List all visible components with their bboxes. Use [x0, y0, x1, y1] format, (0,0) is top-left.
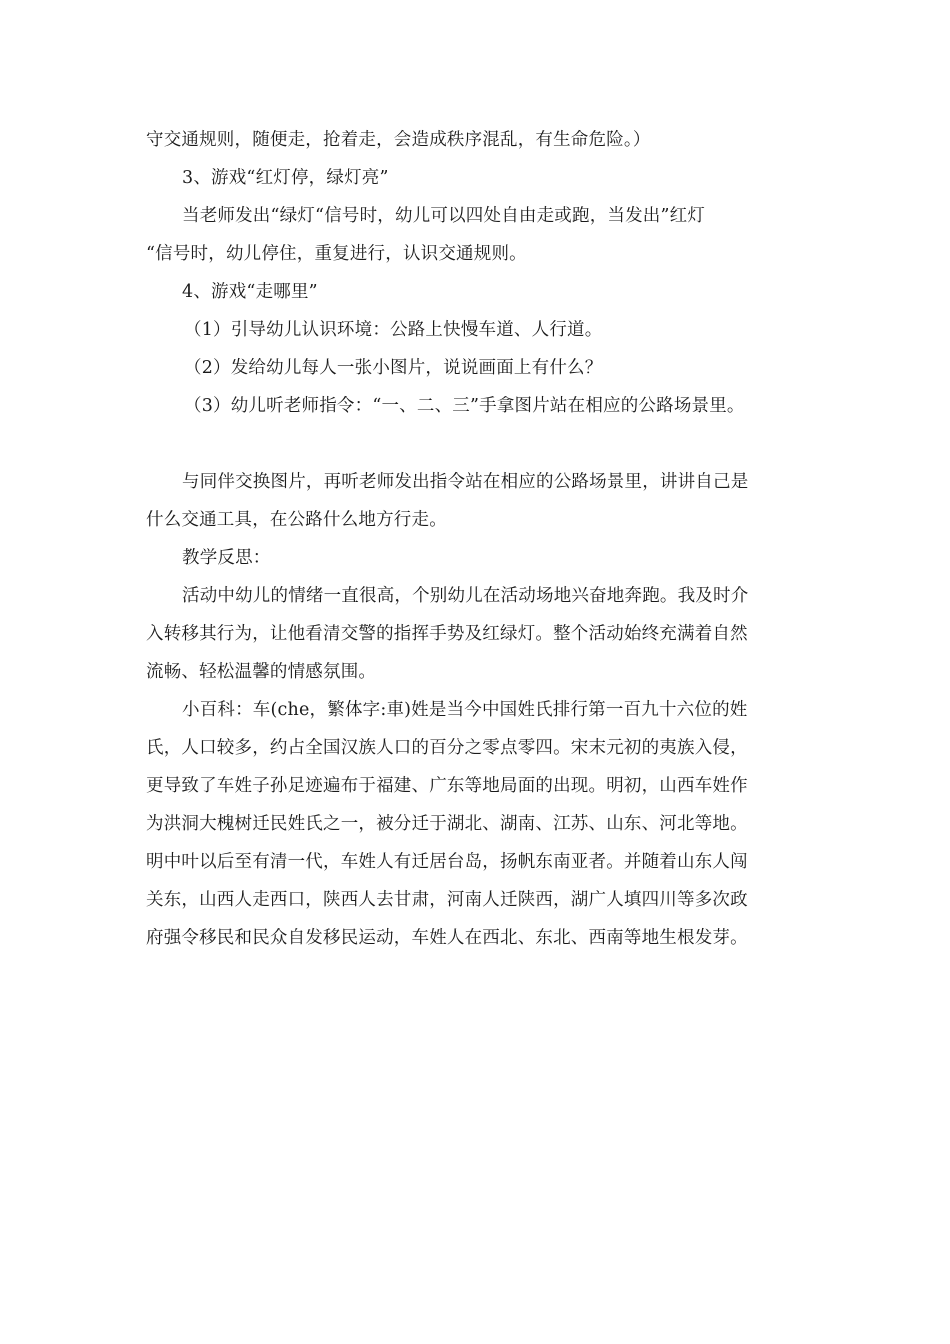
text-line: 什么交通工具，在公路什么地方行走。	[146, 510, 447, 530]
paragraph-gap	[146, 425, 806, 463]
text-line: 府强令移民和民众自发移民运动，车姓人在西北、东北、西南等地生根发芽。	[146, 928, 748, 948]
text-line: 当老师发出“绿灯“信号时，幼儿可以四处自由走或跑，当发出”红灯	[182, 206, 706, 226]
step-item-3: （3）幼儿听老师指令：“一、二、三”手拿图片站在相应的公路场景里。	[184, 396, 745, 416]
text-line: 活动中幼儿的情绪一直很高，个别幼儿在活动场地兴奋地奔跑。我及时介	[182, 586, 749, 606]
document-body	[146, 121, 806, 957]
step-item-1: （1）引导幼儿认识环境：公路上快慢车道、人行道。	[184, 320, 603, 340]
game-heading-where-to-walk: 4、游戏“走哪里”	[182, 282, 318, 302]
game-heading-red-green-light: 3、游戏“红灯停，绿灯亮”	[182, 168, 389, 188]
text-line: 与同伴交换图片，再听老师发出指令站在相应的公路场景里，讲讲自己是	[182, 472, 749, 492]
encyclopedia-paragraph-start: 小百科：车(che，繁体字:車)姓是当今中国姓氏排行第一百九十六位的姓	[182, 700, 748, 720]
text-line: 入转移其行为，让他看清交警的指挥手势及红绿灯。整个活动始终充满着自然	[146, 624, 748, 644]
text-line: 守交通规则，随便走，抢着走，会造成秩序混乱，有生命危险。）	[146, 130, 651, 150]
text-line: 流畅、轻松温馨的情感氛围。	[146, 662, 377, 682]
text-line: 关东，山西人走西口，陕西人去甘肃，河南人迁陕西，湖广人填四川等多次政	[146, 890, 748, 910]
text-line: 氏，人口较多，约占全国汉族人口的百分之零点零四。宋末元初的夷族入侵，	[146, 738, 748, 758]
reflection-heading: 教学反思：	[182, 548, 271, 568]
text-line: 更导致了车姓子孙足迹遍布于福建、广东等地局面的出现。明初，山西车姓作	[146, 776, 748, 796]
text-line: 明中叶以后至有清一代，车姓人有迁居台岛，扬帆东南亚者。并随着山东人闯	[146, 852, 748, 872]
text-line: “信号时，幼儿停住，重复进行，认识交通规则。	[146, 244, 527, 264]
text-line: 为洪洞大槐树迁民姓氏之一，被分迁于湖北、湖南、江苏、山东、河北等地。	[146, 814, 748, 834]
step-item-2: （2）发给幼儿每人一张小图片，说说画面上有什么？	[184, 358, 603, 378]
